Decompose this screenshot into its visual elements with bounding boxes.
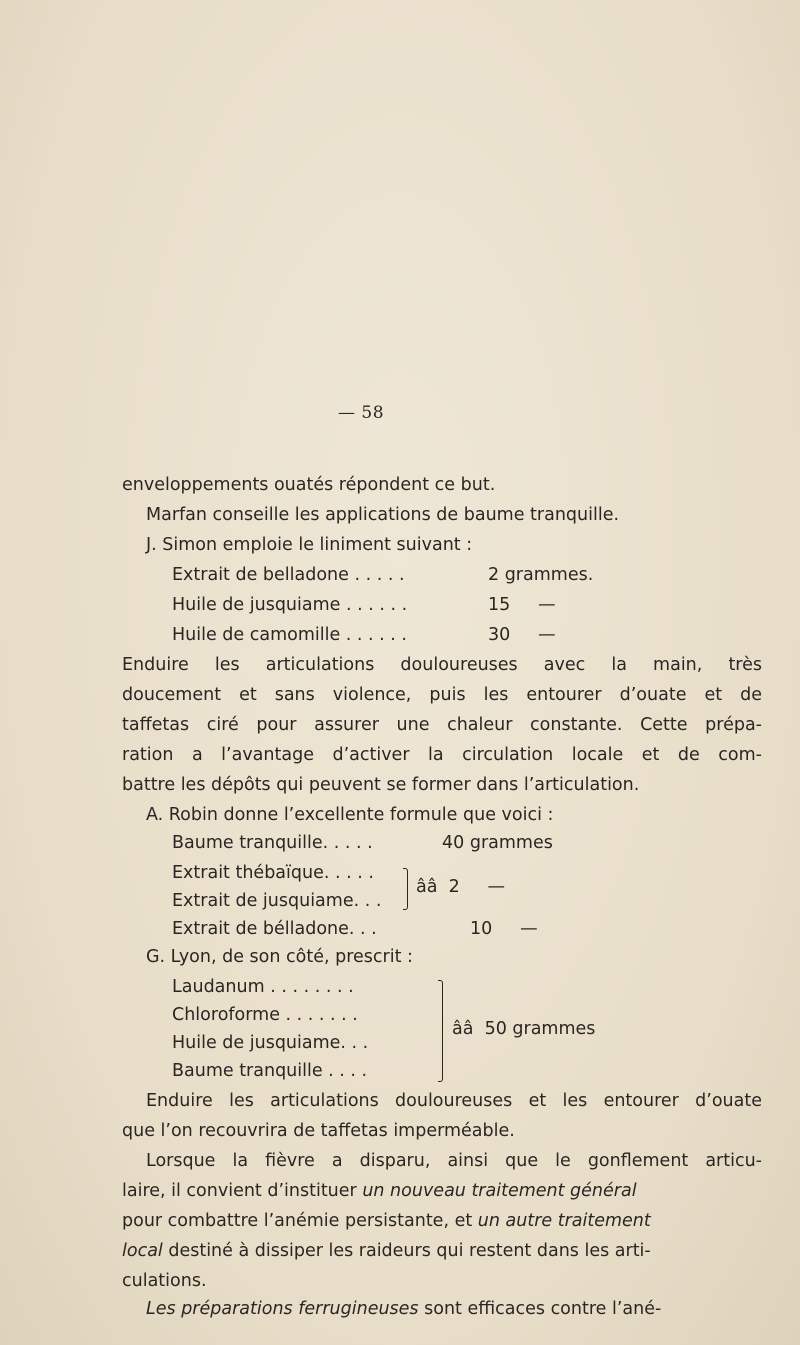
recipe-1-item-3-amount: 30 — [488, 625, 556, 645]
paragraph-2-line-2: doucement et sans violence, puis les entourer d’ouate et de [122, 685, 762, 705]
paragraph-1-line-3: J. Simon emploie le liniment suivant : [146, 535, 473, 555]
recipe-2-baume-name: Baume tranquille. . . . . [172, 833, 373, 853]
recipe-3-brace [438, 980, 443, 1082]
paragraph-5-line-2-text [122, 1321, 354, 1339]
paragraph-2-line-1: Enduire les articulations douloureuses avec la main, très [122, 655, 762, 675]
paragraph-4-line-5: culations. [122, 1271, 207, 1291]
paragraph-4-line-2-text: laire, il convient d’instituer [122, 1181, 363, 1201]
paragraph-5-line-2-end [539, 1321, 544, 1339]
paragraph-1-line-2: Marfan conseille les applications de baume tranquille. [146, 505, 620, 525]
paragraph-2-line-3: taffetas ciré pour assurer une chaleur constante. Cette prépa- [122, 715, 762, 735]
paragraph-4-line-3-text: pour combattre l’anémie persistante, et [122, 1211, 478, 1231]
recipe-3-amount: ââ 50 grammes [452, 1019, 596, 1039]
paragraph-4-line-2 [122, 1180, 637, 1202]
paragraph-3-line-1: Enduire les articulations douloureuses et les entourer d’ouate [146, 1091, 762, 1111]
paragraph-1-line-1: enveloppements ouatés répondent ce but. [122, 475, 496, 495]
recipe-1-item-1-amount: 2 grammes. [488, 565, 594, 585]
recipe-2-baume-amount: 40 grammes [442, 833, 553, 853]
recipe-1-item-2-amount: 15 — [488, 595, 556, 615]
paragraph-2-line-4: ration a l’avantage d’activer la circulation locale et de com- [122, 745, 762, 765]
recipe-1-item-3-name: Huile de camomille . . . . . . [172, 625, 407, 645]
recipe-3-item-4: Baume tranquille . . . . [172, 1061, 368, 1081]
paragraph-5-line-1-emphasis: Les préparations ferrugineuses [146, 1299, 419, 1319]
paragraph-4-line-2-emphasis: un nouveau traitement général [362, 1181, 637, 1201]
paragraph-3-line-2: que l’on recouvrira de taffetas imperméable. [122, 1121, 515, 1141]
paragraph-5-line-2-emphasis [354, 1321, 539, 1339]
recipe-3-item-3: Huile de jusquiame. . . [172, 1033, 369, 1053]
recipe-2-grouped-item-2: Extrait de jusquiame. . . [172, 891, 382, 911]
recipe-1-item-1-name: Extrait de belladone . . . . . [172, 565, 405, 585]
paragraph-5-line-1-text: sont efficaces contre l’ané- [418, 1299, 662, 1319]
recipe-2-brace [403, 868, 408, 910]
recipe-2-grouped-amount: ââ 2 — [416, 877, 506, 897]
paragraph-4-line-3 [122, 1210, 651, 1232]
paragraph-4-line-3-emphasis: un autre traitement [477, 1211, 651, 1231]
paragraph-2-line-6: A. Robin donne l’excellente formule que voici : [146, 805, 554, 825]
paragraph-4-line-4 [122, 1240, 651, 1262]
paragraph-4-line-1: Lorsque la fièvre a disparu, ainsi que le gonflement articu- [146, 1151, 762, 1171]
paragraph-5-line-1 [146, 1298, 661, 1320]
paragraph-4-line-4-text: destiné à dissiper les raideurs qui restent dans les arti- [162, 1241, 651, 1261]
recipe-2-belladone-amount: 10 — [470, 919, 538, 939]
recipe-1-item-2-name: Huile de jusquiame . . . . . . [172, 595, 408, 615]
recipe-2-belladone-name: Extrait de bélladone. . . [172, 919, 377, 939]
lyon-intro: G. Lyon, de son côté, prescrit : [146, 947, 413, 967]
paragraph-2-line-5: battre les dépôts qui peuvent se former dans l’articulation. [122, 775, 640, 795]
page-number: — 58 [338, 403, 385, 423]
paragraph-4-line-4-emphasis: local [122, 1241, 163, 1261]
recipe-2-grouped-item-1: Extrait thébaïque. . . . . [172, 863, 374, 883]
recipe-3-item-2: Chloroforme . . . . . . . [172, 1005, 358, 1025]
recipe-3-item-1: Laudanum . . . . . . . . [172, 977, 354, 997]
